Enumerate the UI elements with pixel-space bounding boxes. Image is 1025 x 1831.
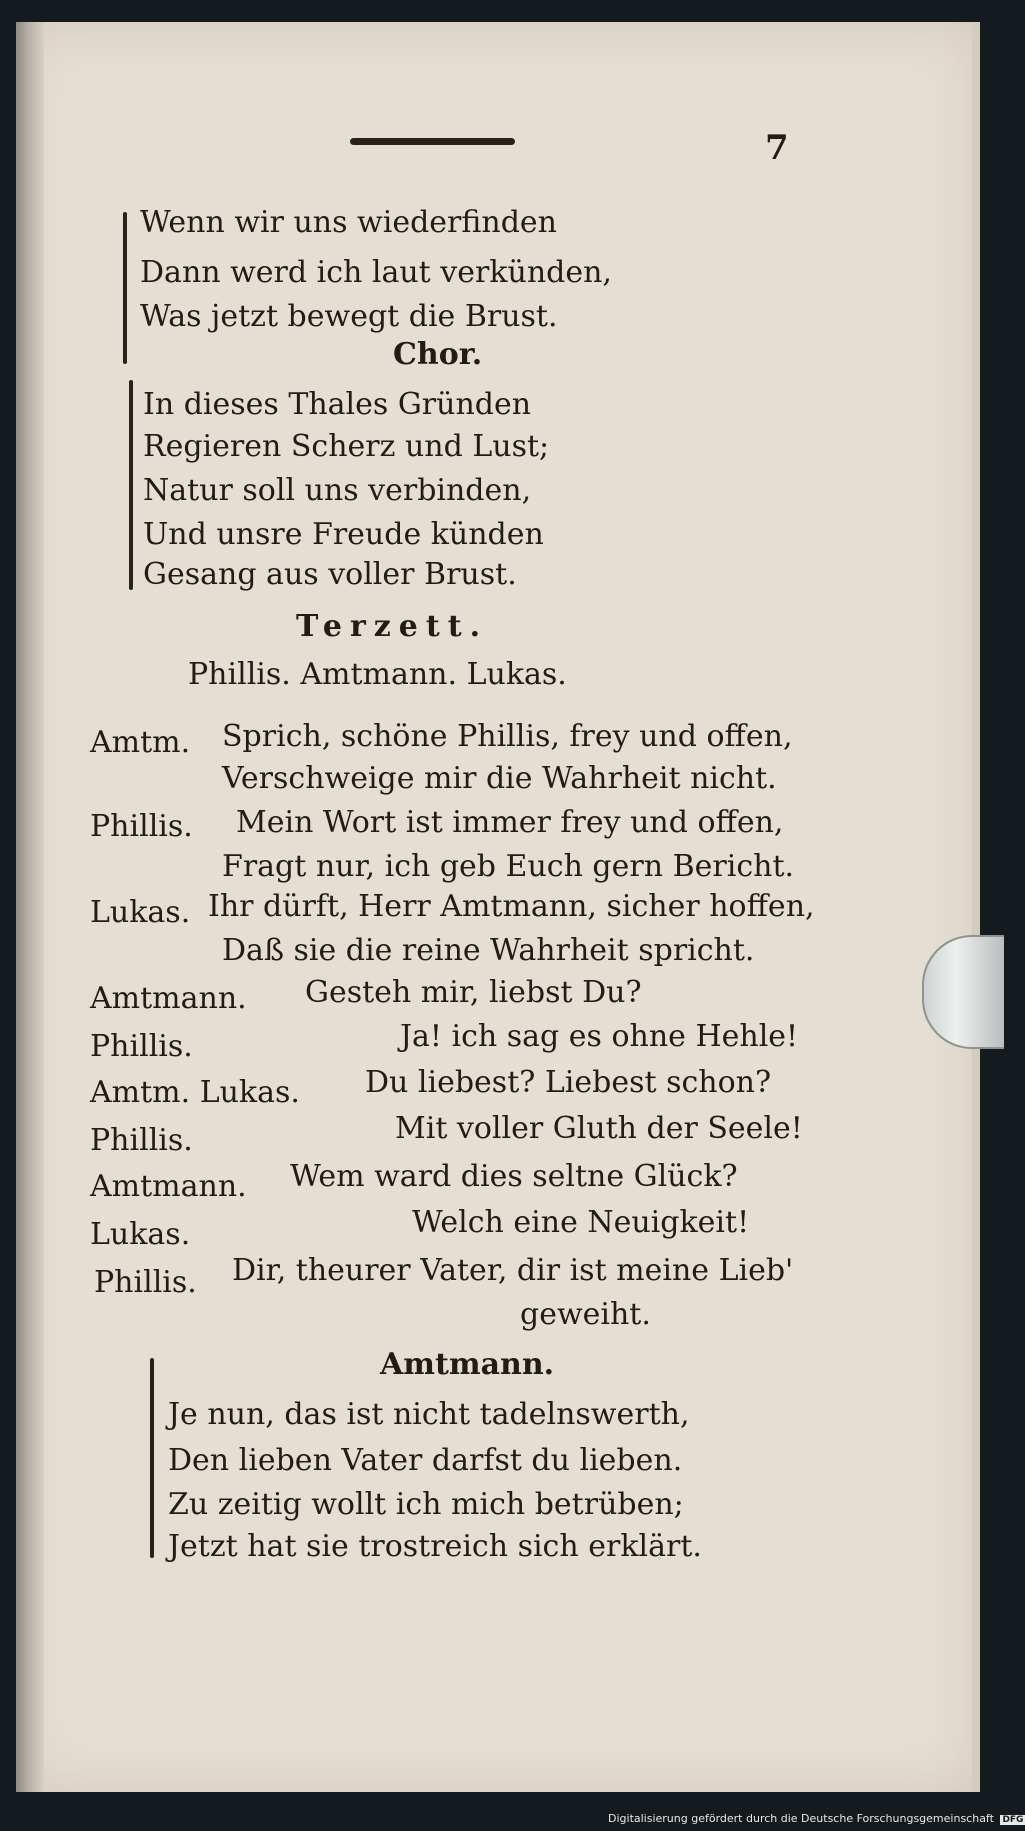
dialogue-line: Mit voller Gluth der Seele! <box>395 1111 803 1146</box>
verse-bracket-upper <box>123 212 127 364</box>
terzett-heading: Terzett. <box>296 609 489 644</box>
verse-line: Den lieben Vater darfst du lieben. <box>168 1443 683 1478</box>
page-edge <box>972 22 980 1792</box>
speaker-label: Phillis. <box>94 1265 197 1300</box>
verse-line: Regieren Scherz und Lust; <box>143 429 550 464</box>
header-ornament <box>350 138 515 145</box>
speaker-label: Phillis. <box>90 809 193 844</box>
verse-line: Gesang aus voller Brust. <box>143 557 517 592</box>
speaker-label: Amtm. <box>90 725 191 760</box>
dialogue-line: Fragt nur, ich geb Euch gern Bericht. <box>222 849 795 884</box>
dialogue-line: Wem ward dies seltne Glück? <box>290 1159 738 1194</box>
speaker-label: Amtmann. <box>90 981 247 1016</box>
verse-line: Was jetzt bewegt die Brust. <box>140 299 558 334</box>
dialogue-line: Ja! ich sag es ohne Hehle! <box>400 1019 799 1054</box>
dialogue-line: Welch eine Neuigkeit! <box>412 1205 750 1240</box>
character-list: Phillis. Amtmann. Lukas. <box>188 657 567 692</box>
speaker-label: Amtm. Lukas. <box>90 1075 300 1110</box>
dialogue-line: Dir, theurer Vater, dir ist meine Lieb' <box>232 1253 794 1288</box>
dialogue-line: Daß sie die reine Wahrheit spricht. <box>222 933 755 968</box>
speaker-label: Amtmann. <box>90 1169 247 1204</box>
verse-line: Und unsre Freude künden <box>143 517 544 552</box>
verse-line: Je nun, das ist nicht tadelnswerth, <box>168 1397 690 1432</box>
verse-line: Dann werd ich laut verkünden, <box>140 255 612 290</box>
verse-line: Wenn wir uns wiederfinden <box>140 205 557 240</box>
dialogue-line: Mein Wort ist immer frey und offen, <box>236 805 784 840</box>
verse-line: In dieses Thales Gründen <box>143 387 532 422</box>
page-clip <box>922 935 1004 1049</box>
verse-line: Zu zeitig wollt ich mich betrüben; <box>168 1487 684 1522</box>
chor-heading: Chor. <box>393 337 483 372</box>
verse-bracket-lower <box>129 380 133 590</box>
dialogue-line: Verschweige mir die Wahrheit nicht. <box>222 761 777 796</box>
credit-text: Digitalisierung gefördert durch die Deutsche Forschungsgemeinschaft <box>608 1812 994 1825</box>
amtmann-heading: Amtmann. <box>380 1347 555 1382</box>
verse-line: Jetzt hat sie trostreich sich erklärt. <box>168 1529 702 1564</box>
verse-bracket-aria <box>150 1358 154 1558</box>
digitization-credit <box>608 1812 1025 1825</box>
dialogue-line: Sprich, schöne Phillis, frey und offen, <box>222 719 793 754</box>
page-gutter <box>16 22 44 1792</box>
page-number: 7 <box>765 128 789 168</box>
speaker-label: Phillis. <box>90 1123 193 1158</box>
speaker-label: Lukas. <box>90 895 191 930</box>
dialogue-line: geweiht. <box>520 1297 651 1332</box>
verse-line: Natur soll uns verbinden, <box>143 473 532 508</box>
dialogue-line: Du liebest? Liebest schon? <box>365 1065 772 1100</box>
dialogue-line: Ihr dürft, Herr Amtmann, sicher hoffen, <box>208 889 815 924</box>
dfg-logo: DFG <box>1002 1815 1024 1825</box>
dialogue-line: Gesteh mir, liebst Du? <box>305 975 642 1010</box>
speaker-label: Lukas. <box>90 1217 191 1252</box>
speaker-label: Phillis. <box>90 1029 193 1064</box>
